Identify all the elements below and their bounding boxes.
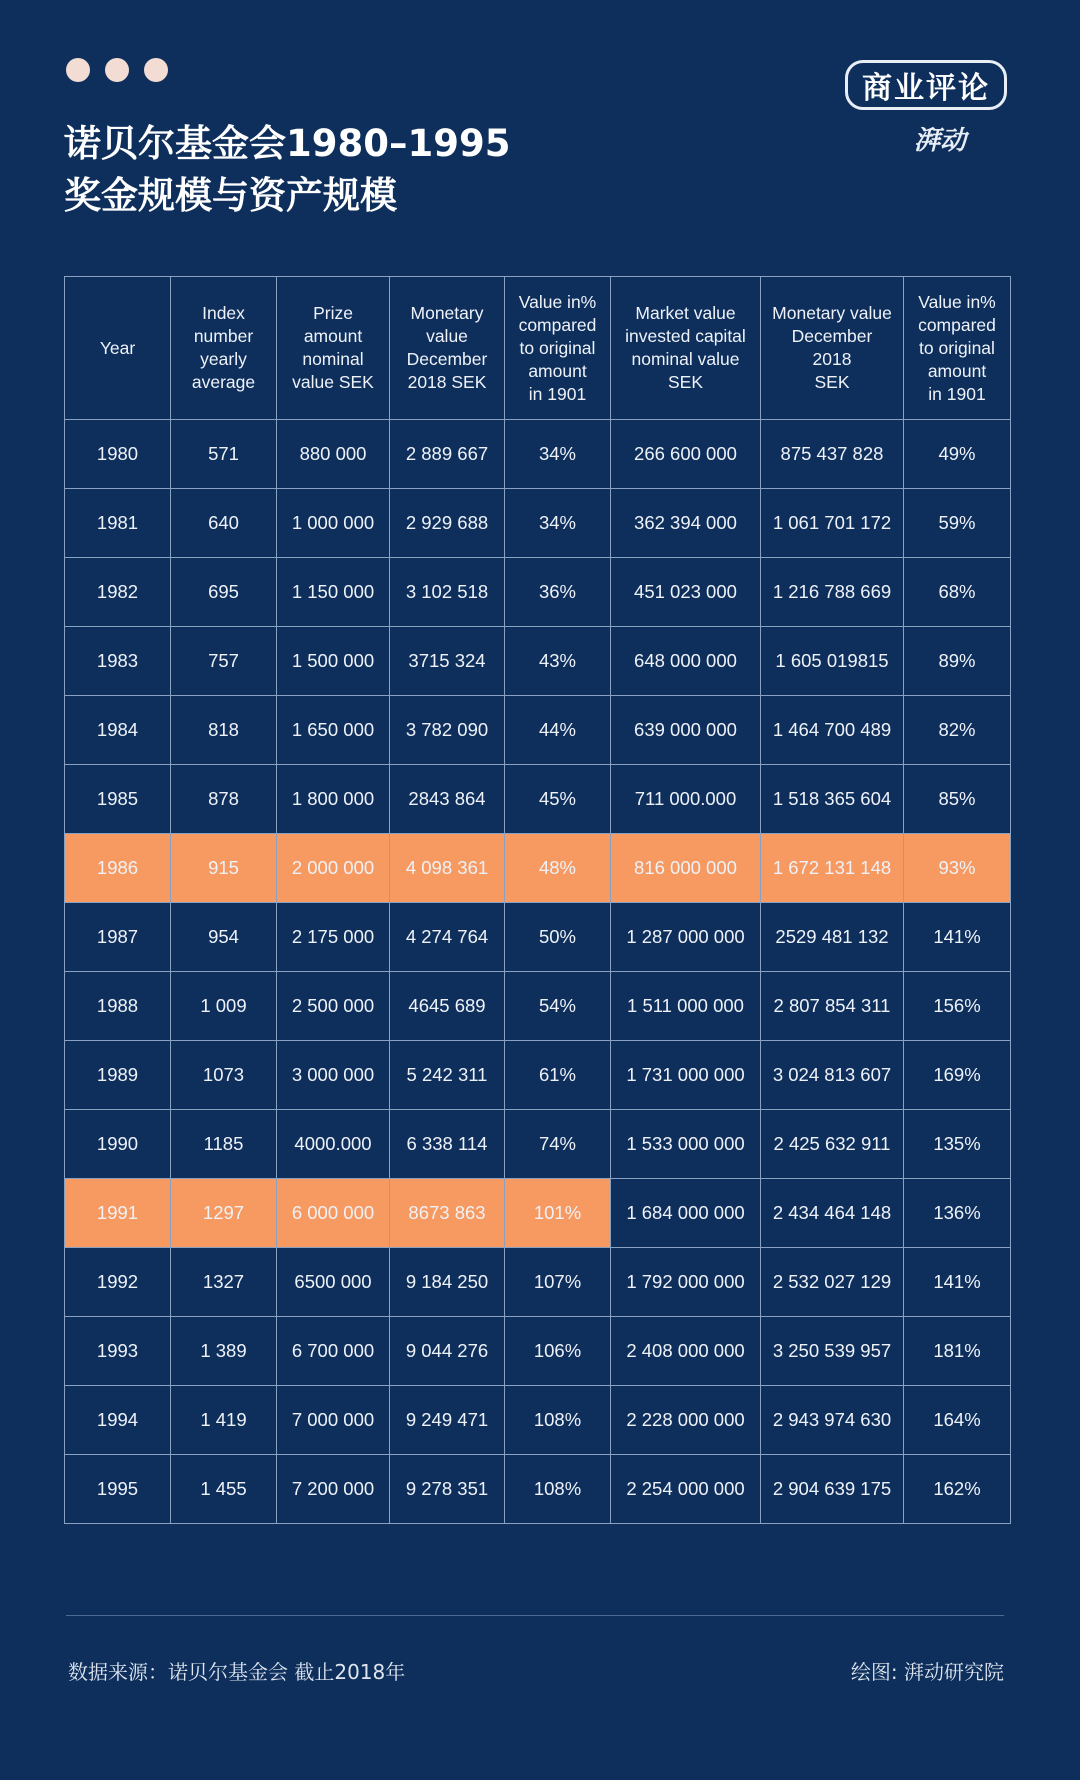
table-cell: 2 175 000: [277, 903, 390, 972]
table-cell: 2 500 000: [277, 972, 390, 1041]
column-header-5: Market value invested capital nominal value SEK: [611, 277, 761, 420]
table-row: [65, 972, 1011, 1041]
table-cell: 2 904 639 175: [761, 1455, 904, 1524]
table-cell: 1 533 000 000: [611, 1110, 761, 1179]
table-cell: 1 605 019815: [761, 627, 904, 696]
table-cell: 1 419: [171, 1386, 277, 1455]
column-header-0: Year: [65, 277, 171, 420]
table-cell: 108%: [505, 1455, 611, 1524]
column-header-7: Value in% compared to original amount in 1901: [904, 277, 1011, 420]
table-cell: 816 000 000: [611, 834, 761, 903]
table-row: [65, 489, 1011, 558]
table-cell: 1 731 000 000: [611, 1041, 761, 1110]
table-cell: 135%: [904, 1110, 1011, 1179]
table-cell: 1 061 701 172: [761, 489, 904, 558]
page-title: [64, 118, 784, 222]
table-row: [65, 420, 1011, 489]
table-row: [65, 627, 1011, 696]
table-cell: 59%: [904, 489, 1011, 558]
data-source: 数据来源：诺贝尔基金会 截止2018年: [68, 1660, 406, 1684]
table-cell: 7 000 000: [277, 1386, 390, 1455]
table-cell: 6 338 114: [390, 1110, 505, 1179]
table-cell: 1995: [65, 1455, 171, 1524]
table-cell: 169%: [904, 1041, 1011, 1110]
table-row: [65, 903, 1011, 972]
dot-1: [66, 58, 90, 82]
table-cell: 141%: [904, 903, 1011, 972]
table-cell: 2 408 000 000: [611, 1317, 761, 1386]
table-cell: 695: [171, 558, 277, 627]
table-row: [65, 1455, 1011, 1524]
table-cell: 3 250 539 957: [761, 1317, 904, 1386]
table-cell: 106%: [505, 1317, 611, 1386]
table-cell: 1 009: [171, 972, 277, 1041]
table-cell: 2843 864: [390, 765, 505, 834]
table-cell: 141%: [904, 1248, 1011, 1317]
table-cell: 2 532 027 129: [761, 1248, 904, 1317]
table-cell: 4645 689: [390, 972, 505, 1041]
table-cell: 1984: [65, 696, 171, 765]
table-row: [65, 696, 1011, 765]
table-cell: 36%: [505, 558, 611, 627]
table-cell: 68%: [904, 558, 1011, 627]
table-cell: 640: [171, 489, 277, 558]
table-cell: 34%: [505, 420, 611, 489]
table-cell: 1988: [65, 972, 171, 1041]
table-cell: 875 437 828: [761, 420, 904, 489]
table-cell: 451 023 000: [611, 558, 761, 627]
table-cell: 1989: [65, 1041, 171, 1110]
table-cell: 82%: [904, 696, 1011, 765]
table-cell: 1981: [65, 489, 171, 558]
table-cell: 2 425 632 911: [761, 1110, 904, 1179]
table-cell: 85%: [904, 765, 1011, 834]
table-cell: 818: [171, 696, 277, 765]
brand-logo-subtitle: 湃动: [913, 126, 966, 156]
table-cell: 61%: [505, 1041, 611, 1110]
table-row: [65, 1110, 1011, 1179]
table-cell: 74%: [505, 1110, 611, 1179]
table-cell: 107%: [505, 1248, 611, 1317]
table-cell: 108%: [505, 1386, 611, 1455]
title-line-2: 奖金规模与资产规模: [64, 174, 397, 217]
table-cell: 954: [171, 903, 277, 972]
table-cell: 1983: [65, 627, 171, 696]
table-cell: 5 242 311: [390, 1041, 505, 1110]
dot-3: [144, 58, 168, 82]
table-cell: 50%: [505, 903, 611, 972]
table-cell: 711 000.000: [611, 765, 761, 834]
table-cell: 4 098 361: [390, 834, 505, 903]
table-cell: 1985: [65, 765, 171, 834]
table-cell: 136%: [904, 1179, 1011, 1248]
table-cell: 878: [171, 765, 277, 834]
table-cell: 571: [171, 420, 277, 489]
table-cell: 1982: [65, 558, 171, 627]
table-cell: 362 394 000: [611, 489, 761, 558]
table-cell: 164%: [904, 1386, 1011, 1455]
table-cell: 89%: [904, 627, 1011, 696]
table-cell: 2 929 688: [390, 489, 505, 558]
table-cell: 7 200 000: [277, 1455, 390, 1524]
table-row: [65, 765, 1011, 834]
column-header-6: Monetary value December 2018 SEK: [761, 277, 904, 420]
table-row: [65, 1317, 1011, 1386]
table-cell: 181%: [904, 1317, 1011, 1386]
table-cell: 4000.000: [277, 1110, 390, 1179]
footer-divider: [66, 1615, 1004, 1616]
table-cell: 1 464 700 489: [761, 696, 904, 765]
table-cell: 2529 481 132: [761, 903, 904, 972]
table-cell: 2 254 000 000: [611, 1455, 761, 1524]
column-header-1: Index number yearly average: [171, 277, 277, 420]
table-header-row: [65, 277, 1011, 420]
brand-logo: 商业评论: [845, 60, 1007, 110]
table-cell: 6 700 000: [277, 1317, 390, 1386]
table-cell: 1986: [65, 834, 171, 903]
table-cell: 1993: [65, 1317, 171, 1386]
column-header-3: Monetary value December 2018 SEK: [390, 277, 505, 420]
table-cell: 44%: [505, 696, 611, 765]
table-cell: 4 274 764: [390, 903, 505, 972]
table-cell: 6500 000: [277, 1248, 390, 1317]
table-body: [65, 420, 1011, 1524]
dot-2: [105, 58, 129, 82]
table-cell: 1 650 000: [277, 696, 390, 765]
table-cell: 1987: [65, 903, 171, 972]
table-cell: 266 600 000: [611, 420, 761, 489]
table-cell: 1 800 000: [277, 765, 390, 834]
table-row: [65, 1041, 1011, 1110]
table-cell: 9 278 351: [390, 1455, 505, 1524]
table-cell: 1 287 000 000: [611, 903, 761, 972]
table-cell: 3 102 518: [390, 558, 505, 627]
table-row: [65, 834, 1011, 903]
table-cell: 915: [171, 834, 277, 903]
table-cell: 1185: [171, 1110, 277, 1179]
table-cell: 49%: [904, 420, 1011, 489]
table-cell: 1 684 000 000: [611, 1179, 761, 1248]
table-cell: 1073: [171, 1041, 277, 1110]
table-cell: 45%: [505, 765, 611, 834]
table-cell: 162%: [904, 1455, 1011, 1524]
table-cell: 648 000 000: [611, 627, 761, 696]
table-cell: 757: [171, 627, 277, 696]
table-cell: 3715 324: [390, 627, 505, 696]
title-line-1: 诺贝尔基金会1980–1995: [64, 122, 511, 165]
table-cell: 2 000 000: [277, 834, 390, 903]
table-cell: 1 792 000 000: [611, 1248, 761, 1317]
table-cell: 1992: [65, 1248, 171, 1317]
table-cell: 43%: [505, 627, 611, 696]
table-cell: 2 943 974 630: [761, 1386, 904, 1455]
table-cell: 34%: [505, 489, 611, 558]
table-cell: 1 000 000: [277, 489, 390, 558]
table-cell: 1 150 000: [277, 558, 390, 627]
table-cell: 3 782 090: [390, 696, 505, 765]
table-cell: 2 434 464 148: [761, 1179, 904, 1248]
table-cell: 3 024 813 607: [761, 1041, 904, 1110]
column-header-4: Value in% compared to original amount in 1901: [505, 277, 611, 420]
table-cell: 8673 863: [390, 1179, 505, 1248]
table-cell: 1 511 000 000: [611, 972, 761, 1041]
column-header-2: Prize amount nominal value SEK: [277, 277, 390, 420]
table-cell: 1297: [171, 1179, 277, 1248]
table-cell: 1 672 131 148: [761, 834, 904, 903]
table-cell: 1 500 000: [277, 627, 390, 696]
table-cell: 9 184 250: [390, 1248, 505, 1317]
table-row: [65, 1179, 1011, 1248]
table-cell: 93%: [904, 834, 1011, 903]
table-cell: 2 889 667: [390, 420, 505, 489]
table-cell: 48%: [505, 834, 611, 903]
table-cell: 9 044 276: [390, 1317, 505, 1386]
table-cell: 1 389: [171, 1317, 277, 1386]
table-cell: 1 455: [171, 1455, 277, 1524]
chart-credit: 绘图: 湃动研究院: [850, 1660, 1004, 1684]
table-cell: 6 000 000: [277, 1179, 390, 1248]
table-cell: 1327: [171, 1248, 277, 1317]
table-cell: 1991: [65, 1179, 171, 1248]
table-cell: 1994: [65, 1386, 171, 1455]
table-cell: 1980: [65, 420, 171, 489]
table-cell: 9 249 471: [390, 1386, 505, 1455]
table-cell: 1990: [65, 1110, 171, 1179]
table-cell: 54%: [505, 972, 611, 1041]
table-cell: 2 228 000 000: [611, 1386, 761, 1455]
table-cell: 3 000 000: [277, 1041, 390, 1110]
table-cell: 1 216 788 669: [761, 558, 904, 627]
window-dots: [66, 58, 168, 82]
table-cell: 880 000: [277, 420, 390, 489]
table-cell: 1 518 365 604: [761, 765, 904, 834]
table-cell: 156%: [904, 972, 1011, 1041]
table-cell: 2 807 854 311: [761, 972, 904, 1041]
data-table: [64, 276, 1011, 1524]
table-row: [65, 558, 1011, 627]
table-cell: 639 000 000: [611, 696, 761, 765]
table-cell: 101%: [505, 1179, 611, 1248]
table-row: [65, 1248, 1011, 1317]
table-row: [65, 1386, 1011, 1455]
